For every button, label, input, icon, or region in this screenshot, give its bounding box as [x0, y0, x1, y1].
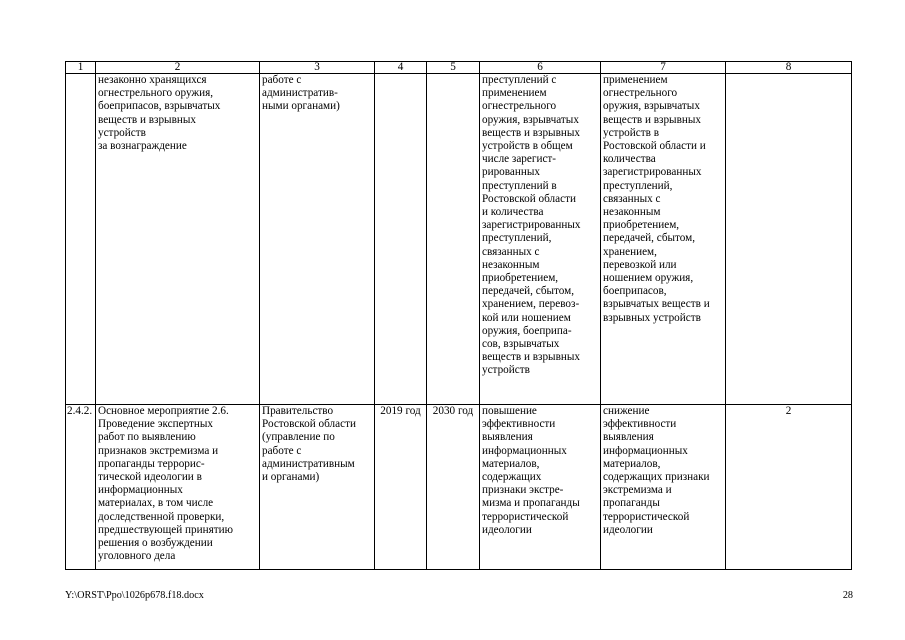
header-col-2: 2 [96, 62, 260, 74]
expected-result-cell: преступлений с применением огнестрельного оружия, взрывчатых веществ и взрывных устройств в общем числе зарегист- рированных преступлений в Ростовской области и количества зарегистрированных преступлений, связанных с незаконным приобретением, передачей, сбытом, хранением, перевоз- кой или ношением оружия, боеприпа- сов, взрывчатых веществ и взрывных устройств [480, 74, 601, 405]
executor-cell: работе с административ- ными органами) [260, 74, 375, 405]
event-name-cell: незаконно хранящихся огнестрельного оружия, боеприпасов, взрывчатых веществ и взрывных устройств за вознаграждение [96, 74, 260, 405]
end-year-cell: 2030 год [427, 405, 480, 570]
header-col-1: 1 [66, 62, 96, 74]
row-number-cell [66, 74, 96, 405]
consequences-cell: применением огнестрельного оружия, взрывчатых веществ и взрывных устройств в Ростовской области и количества зарегистрированных преступлений, связанных с незаконным приобретением, передачей, сбытом, хранением, перевозкой или ношением оружия, боеприпасов, взрывчатых веществ и взрывных устройств [601, 74, 726, 405]
program-table [65, 61, 852, 570]
header-col-5: 5 [427, 62, 480, 74]
expected-result-cell: повышение эффективности выявления информационных материалов, содержащих признаки экстре- мизма и пропаганды террористической идеологии [480, 405, 601, 570]
footer-file-path: Y:\ORST\Ppo\1026p678.f18.docx [65, 590, 204, 601]
footer-page-number: 28 [842, 590, 853, 601]
header-col-7: 7 [601, 62, 726, 74]
table-row [66, 405, 852, 570]
header-row [66, 62, 852, 74]
end-year-cell [427, 74, 480, 405]
start-year-cell [375, 74, 427, 405]
indicator-link-cell [726, 74, 852, 405]
row-number-cell: 2.4.2. [66, 405, 96, 570]
executor-cell: Правительство Ростовской области (управление по работе с административным и органами) [260, 405, 375, 570]
header-col-6: 6 [480, 62, 601, 74]
indicator-link-cell: 2 [726, 405, 852, 570]
header-col-3: 3 [260, 62, 375, 74]
event-name-cell: Основное мероприятие 2.6. Проведение экспертных работ по выявлению признаков экстремизма и пропаганды террорис- тической идеологии в информационных материалах, в том числе доследственной проверки, предшествующей принятию решения о возбуждении уголовного дела [96, 405, 260, 570]
header-col-8: 8 [726, 62, 852, 74]
start-year-cell: 2019 год [375, 405, 427, 570]
header-col-4: 4 [375, 62, 427, 74]
table-row [66, 74, 852, 405]
consequences-cell: снижение эффективности выявления информационных материалов, содержащих признаки экстремизма и пропаганды террористической идеологии [601, 405, 726, 570]
